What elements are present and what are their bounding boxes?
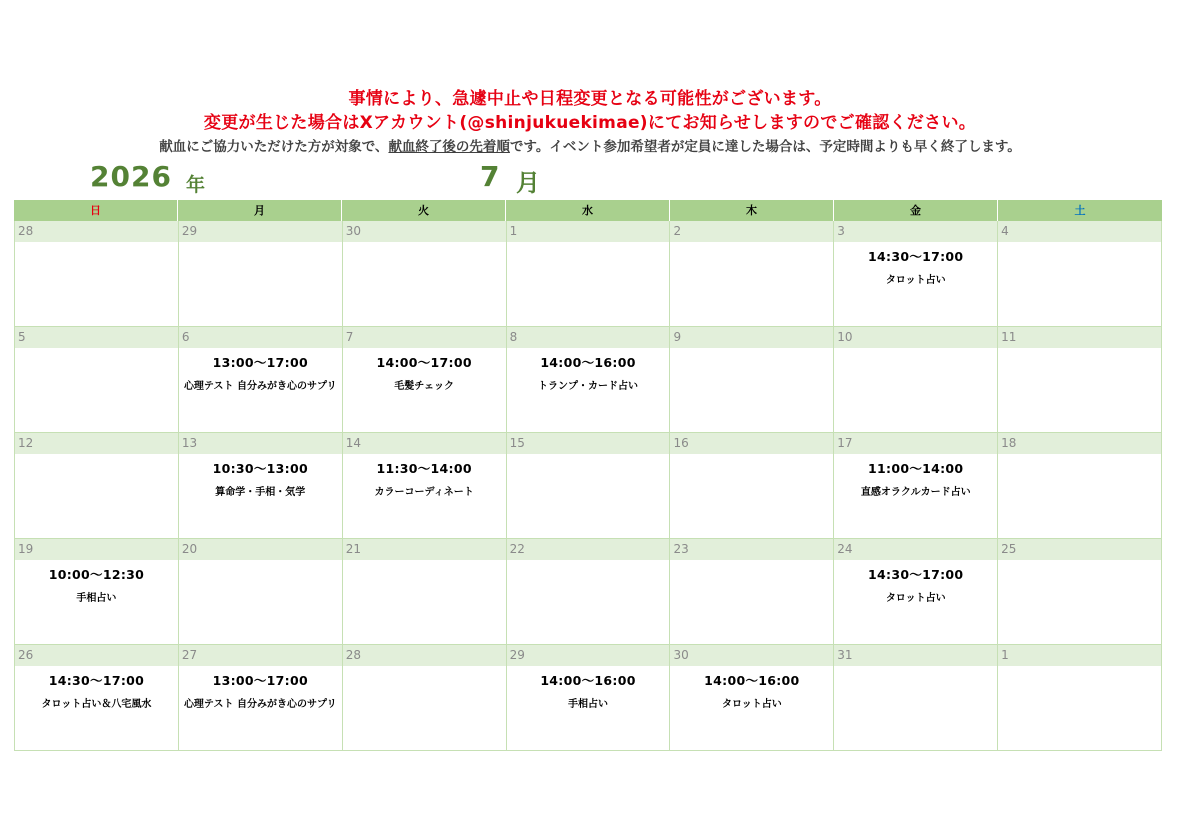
date-number: 1 (998, 645, 1162, 666)
event-time: 14:00～17:00 (376, 355, 472, 370)
date-number: 20 (179, 539, 343, 560)
event-title: 心理テスト 自分みがき心のサプリ (183, 381, 337, 392)
day-cell (15, 348, 179, 432)
date-number: 30 (670, 645, 834, 666)
day-cell (670, 348, 834, 432)
calendar-year-suffix: 年 (186, 174, 206, 196)
event-title: 算命学・手相・気学 (215, 487, 306, 498)
day-cell (507, 560, 671, 644)
day-cell (179, 242, 343, 326)
date-number-row (15, 539, 1162, 560)
day-cell (343, 242, 507, 326)
day-cell (670, 242, 834, 326)
date-number: 14 (343, 433, 507, 454)
date-number: 29 (179, 221, 343, 242)
event-time: 11:00～14:00 (868, 461, 964, 476)
day-cell (507, 348, 671, 432)
date-number: 25 (998, 539, 1162, 560)
date-number-row (15, 221, 1162, 242)
day-cell (343, 666, 507, 750)
weekday-thu: 木 (670, 200, 834, 221)
day-cell (507, 454, 671, 538)
eligibility-note-start: 献血にご協力いただけた方が対象で、 (159, 139, 389, 155)
date-number: 18 (998, 433, 1162, 454)
date-number: 21 (343, 539, 507, 560)
event-time: 13:00～17:00 (212, 355, 308, 370)
event-time: 14:00～16:00 (540, 673, 636, 688)
event-time: 13:00～17:00 (212, 673, 308, 688)
weekday-header (14, 200, 1162, 221)
notice-line-2: 変更が生じた場合はXアカウント(@shinjukuekimae)にてお知らせしますのでご確認ください。 (203, 113, 977, 133)
date-number: 8 (507, 327, 671, 348)
calendar-week (14, 539, 1162, 645)
date-number: 28 (15, 221, 179, 242)
date-number: 4 (998, 221, 1162, 242)
calendar-weeks (14, 221, 1162, 751)
event-time: 10:30～13:00 (212, 461, 308, 476)
date-number: 12 (15, 433, 179, 454)
date-number: 27 (179, 645, 343, 666)
day-cell (834, 560, 998, 644)
event-row (15, 348, 1162, 433)
calendar-month: 7 (480, 160, 500, 193)
date-number: 15 (507, 433, 671, 454)
event-time: 14:30～17:00 (48, 673, 145, 688)
event-calendar (14, 200, 1162, 751)
day-cell (507, 666, 671, 750)
date-number: 11 (998, 327, 1162, 348)
event-row (15, 242, 1162, 327)
day-cell (179, 454, 343, 538)
day-cell (179, 348, 343, 432)
calendar-week (14, 221, 1162, 327)
event-title: タロット占い (721, 699, 782, 710)
event-title: トランプ・カード占い (538, 381, 638, 392)
event-title: 直感オラクルカード占い (860, 487, 971, 498)
day-cell (998, 666, 1162, 750)
eligibility-note-underlined: 献血終了後の先着順 (388, 139, 510, 155)
date-number: 22 (507, 539, 671, 560)
event-time: 10:00～12:30 (48, 567, 145, 582)
weekday-sun: 日 (14, 200, 178, 221)
date-number: 29 (507, 645, 671, 666)
event-time: 14:30～17:00 (868, 567, 964, 582)
day-cell (670, 666, 834, 750)
weekday-wed: 水 (506, 200, 670, 221)
day-cell (998, 348, 1162, 432)
day-cell (15, 242, 179, 326)
event-title: 心理テスト 自分みがき心のサプリ (183, 699, 337, 710)
day-cell (998, 242, 1162, 326)
day-cell (834, 348, 998, 432)
day-cell (507, 242, 671, 326)
date-number: 16 (670, 433, 834, 454)
date-number: 2 (670, 221, 834, 242)
eligibility-note-end: です。イベント参加希望者が定員に達した場合は、予定時間よりも早く終了します。 (509, 139, 1021, 155)
date-number: 30 (343, 221, 507, 242)
day-cell (998, 454, 1162, 538)
date-number: 1 (507, 221, 671, 242)
event-title: タロット占い＆八宅風水 (41, 699, 152, 710)
day-cell (670, 560, 834, 644)
date-number: 24 (834, 539, 998, 560)
day-cell (179, 666, 343, 750)
day-cell (179, 560, 343, 644)
day-cell (343, 348, 507, 432)
calendar-week (14, 645, 1162, 751)
day-cell (670, 454, 834, 538)
day-cell (343, 560, 507, 644)
date-number: 28 (343, 645, 507, 666)
date-number: 31 (834, 645, 998, 666)
calendar-month-suffix: 月 (516, 169, 540, 197)
event-title: 手相占い (568, 699, 608, 710)
event-title: タロット占い (885, 593, 946, 604)
date-number: 9 (670, 327, 834, 348)
day-cell (15, 560, 179, 644)
event-title: 手相占い (76, 593, 117, 604)
event-row (15, 560, 1162, 645)
date-number-row (15, 327, 1162, 348)
day-cell (343, 454, 507, 538)
date-number: 26 (15, 645, 179, 666)
date-number-row (15, 433, 1162, 454)
date-number: 3 (834, 221, 998, 242)
calendar-week (14, 433, 1162, 539)
date-number: 10 (834, 327, 998, 348)
weekday-tue: 火 (342, 200, 506, 221)
weekday-fri: 金 (834, 200, 998, 221)
day-cell (15, 454, 179, 538)
date-number-row (15, 645, 1162, 666)
date-number: 5 (15, 327, 179, 348)
date-number: 6 (179, 327, 343, 348)
event-title: タロット占い (885, 275, 946, 286)
date-number: 13 (179, 433, 343, 454)
notice-line-1: 事情により、急遽中止や日程変更となる可能性がございます。 (348, 89, 832, 109)
weekday-sat: 土 (1074, 204, 1086, 217)
day-cell (834, 454, 998, 538)
eligibility-note (0, 135, 1180, 155)
event-time: 14:30～17:00 (868, 249, 964, 264)
day-cell (834, 242, 998, 326)
date-number: 17 (834, 433, 998, 454)
day-cell (834, 666, 998, 750)
event-time: 14:00～16:00 (704, 673, 800, 688)
day-cell (15, 666, 179, 750)
date-number: 23 (670, 539, 834, 560)
event-time: 11:30～14:00 (376, 461, 472, 476)
date-number: 19 (15, 539, 179, 560)
event-title: カラーコーディネート (374, 487, 474, 498)
event-title: 毛髪チェック (394, 381, 454, 392)
event-row (15, 454, 1162, 539)
date-number: 7 (343, 327, 507, 348)
event-time: 14:00～16:00 (540, 355, 636, 370)
calendar-week (14, 327, 1162, 433)
calendar-year: 2026 (90, 160, 172, 193)
event-row (15, 666, 1162, 751)
day-cell (998, 560, 1162, 644)
weekday-mon: 月 (178, 200, 342, 221)
